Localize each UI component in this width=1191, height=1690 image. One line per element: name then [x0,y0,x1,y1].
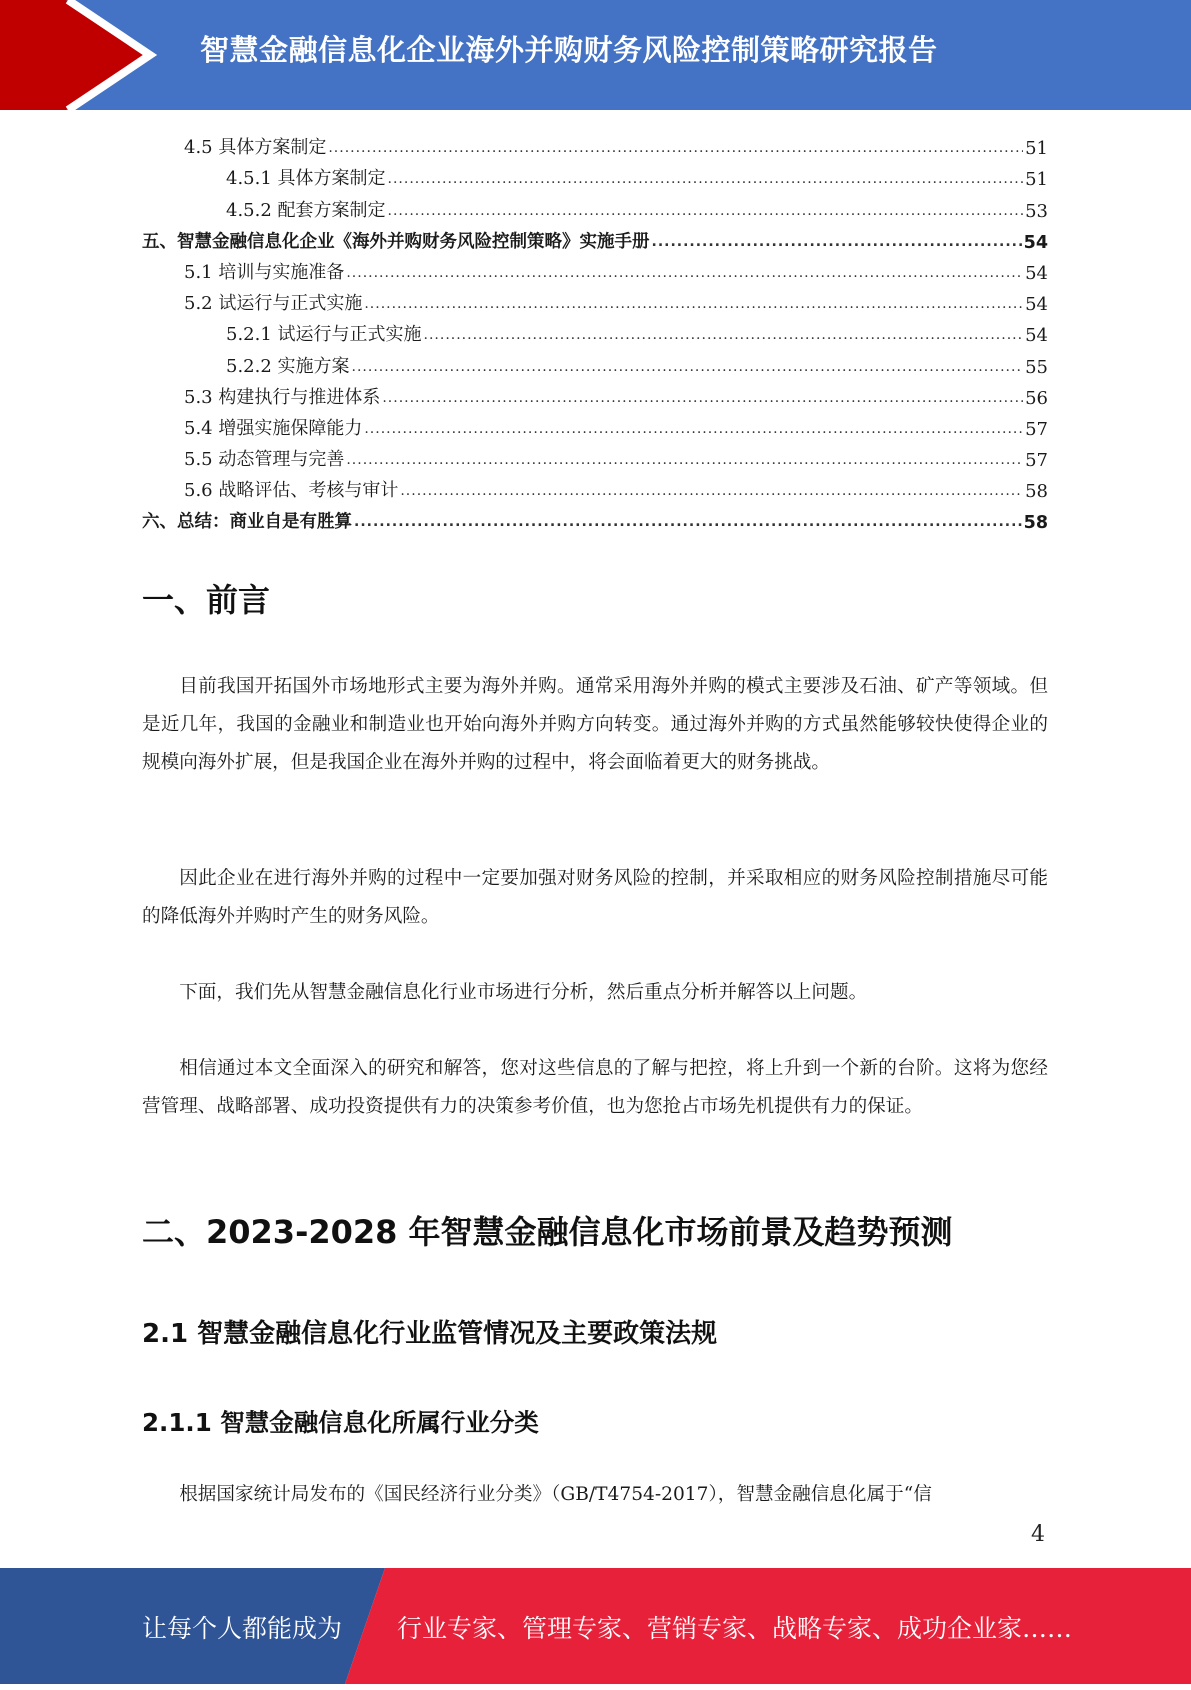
page-number: 4 [1031,1522,1045,1547]
toc-dot-leader [328,140,1023,159]
toc-entry-page: 57 [1025,418,1048,440]
report-title: 智慧金融信息化企业海外并购财务风险控制策略研究报告 [200,33,938,67]
preface-paragraph-2: 因此企业在进行海外并购的过程中一定要加强对财务风险的控制，并采取相应的财务风险控制措施尽可能的降低海外并购时产生的财务风险。 [142,868,1048,927]
toc-dot-leader [652,234,1022,253]
market-heading: 二、2023-2028 年智慧金融信息化市场前景及趋势预测 [142,1213,953,1251]
toc-entry-page: 54 [1023,232,1048,253]
toc-entry-page: 51 [1025,138,1048,160]
toc-entry[interactable] [142,284,1048,315]
toc-entry-page: 54 [1025,294,1048,316]
toc-entry[interactable] [142,190,1048,221]
toc-dot-leader [346,452,1023,471]
toc-entry-title: 4.5 具体方案制定 [184,137,327,159]
preface-heading: 一、前言 [142,581,271,619]
section-2-1-heading: 2.1 智慧金融信息化行业监管情况及主要政策法规 [142,1319,718,1349]
toc-entry[interactable] [142,159,1048,190]
toc-dot-leader [354,514,1022,533]
toc-dot-leader [352,359,1024,378]
toc-entry[interactable] [142,253,1048,284]
toc-entry-title: 5.4 增强实施保障能力 [184,417,363,439]
toc-entry-page: 54 [1025,325,1048,347]
footer-banner [0,1568,1191,1684]
toc-dot-leader [388,171,1024,190]
toc-dot-leader [364,296,1023,315]
toc-entry[interactable] [142,315,1048,346]
toc-dot-leader [424,327,1024,346]
toc-entry-title: 5.5 动态管理与完善 [184,449,345,471]
toc-entry[interactable] [142,471,1048,502]
toc-entry[interactable] [142,346,1048,377]
toc-entry-page: 58 [1023,513,1048,534]
toc-entry-title: 五、智慧金融信息化企业《海外并购财务风险控制策略》实施手册 [142,231,650,252]
toc-entry[interactable] [142,440,1048,471]
preface-paragraph-3: 下面，我们先从智慧金融信息化行业市场进行分析，然后重点分析并解答以上问题。 [179,982,868,1003]
toc-entry-title: 5.2 试运行与正式实施 [184,293,363,315]
toc-entry[interactable] [142,222,1048,253]
toc-entry[interactable] [142,409,1048,440]
toc-entry[interactable] [142,502,1048,533]
toc-entry-title: 4.5.2 配套方案制定 [226,199,386,221]
toc-dot-leader [400,483,1023,502]
toc-entry-page: 51 [1025,169,1048,191]
preface-paragraph-1: 目前我国开拓国外市场地形式主要为海外并购。通常采用海外并购的模式主要涉及石油、矿产等领域。但是近几年，我国的金融业和制造业也开始向海外并购方向转变。通过海外并购的方式虽然能够较快使得企业的规模向海外扩展，但是我国企业在海外并购的过程中，将会面临着更大的财务挑战。 [142,676,1048,773]
toc-entry-title: 5.2.2 实施方案 [226,355,350,377]
toc-dot-leader [364,421,1023,440]
toc-entry-page: 56 [1025,387,1048,409]
header-banner [0,0,1191,110]
toc-entry-page: 57 [1025,450,1048,472]
toc-entry-title: 六、总结：商业自是有胜算 [142,512,352,533]
toc-dot-leader [388,203,1024,222]
footer-slogan-right: 行业专家、管理专家、营销专家、战略专家、成功企业家…… [397,1614,1073,1643]
toc-entry-page: 54 [1025,262,1048,284]
toc-entry[interactable] [142,128,1048,159]
toc-entry[interactable] [142,378,1048,409]
toc-entry-title: 4.5.1 具体方案制定 [226,168,386,190]
classification-paragraph: 根据国家统计局发布的《国民经济行业分类》（GB/T4754-2017），智慧金融信息化属于“信 [179,1484,932,1505]
preface-paragraph-4: 相信通过本文全面深入的研究和解答，您对这些信息的了解与把控，将上升到一个新的台阶。这将为您经营管理、战略部署、成功投资提供有力的决策参考价值，也为您抢占市场先机提供有力的保证。 [142,1058,1048,1117]
toc-entry-title: 5.6 战略评估、考核与审计 [184,480,399,502]
footer-slogan-left: 让每个人都能成为 [142,1614,343,1643]
toc-dot-leader [346,265,1023,284]
toc-entry-title: 5.1 培训与实施准备 [184,261,345,283]
toc-entry-page: 55 [1025,356,1048,378]
toc-dot-leader [382,390,1023,409]
section-2-1-1-heading: 2.1.1 智慧金融信息化所属行业分类 [142,1408,539,1437]
table-of-contents [142,128,1048,533]
toc-entry-page: 53 [1025,200,1048,222]
toc-entry-title: 5.3 构建执行与推进体系 [184,386,381,408]
toc-entry-page: 58 [1025,481,1048,503]
toc-entry-title: 5.2.1 试运行与正式实施 [226,324,422,346]
